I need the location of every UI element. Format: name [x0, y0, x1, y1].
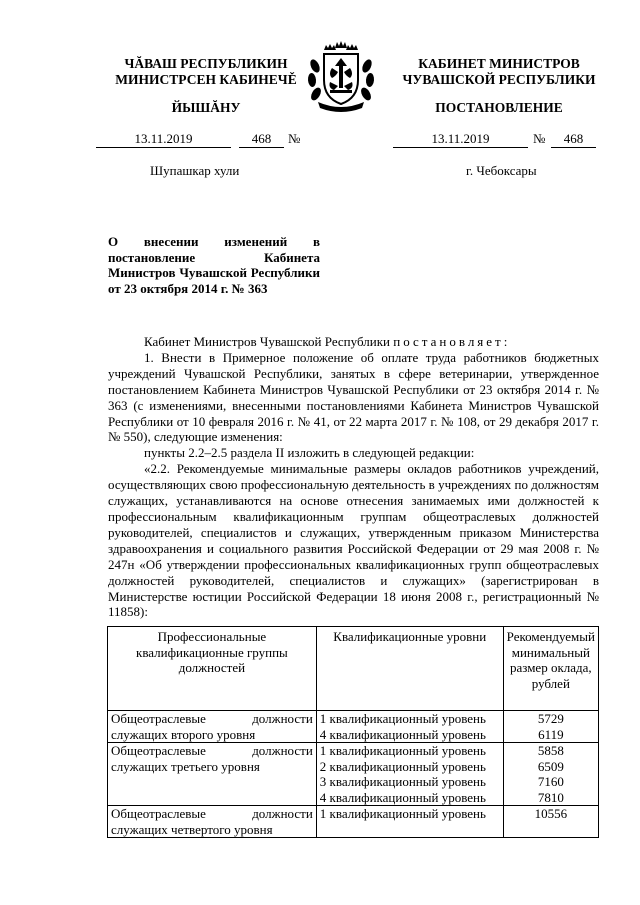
value-item: 7160 [537, 774, 564, 789]
levels-cell [316, 711, 503, 743]
left-number-sign: № [288, 131, 301, 146]
paragraph-1: 1. Внести в Примерное положение об оплате труда работников бюджетных учреждений Чувашской Республики, занятых в сфере ветеринарии, утвержденное постановлением Кабинета Министров Чувашской Республики от 23 октября 2014 г. № 363 (с изменениями, внесенными постановлениями Кабинета Министров Чувашской Республики от 10 февраля 2016 г. № 41, от 22 марта 2017 г. № 108, от 29 декабря 2017 г. № 550), следующие изменения: [108, 349, 599, 445]
right-number-field: 468 [551, 131, 596, 148]
right-number-sign: № [533, 131, 546, 146]
left-header-title [96, 56, 316, 88]
right-doctype: ПОСТАНОВЛЕНИЕ [435, 100, 563, 115]
left-date-line [96, 131, 326, 149]
group-cell: Общеотраслевые должности служащих третьего уровня [108, 743, 317, 806]
header-groups: Профессиональные квалификационные группы должностей [108, 627, 317, 711]
values-cell [503, 806, 598, 838]
right-date-field: 13.11.2019 [393, 131, 528, 148]
table-header-row [108, 627, 599, 711]
level-item: 4 квалификационный уровень [319, 726, 486, 742]
table-row [108, 743, 599, 806]
header-levels: Квалификационные уровни [316, 627, 503, 711]
level-item: 1 квалификационный уровень [319, 806, 486, 821]
intro-prefix: Кабинет Министров Чувашской Республики [144, 334, 390, 349]
group-cell: Общеотраслевые должности служащих второго уровня [108, 711, 317, 743]
salary-table [107, 626, 599, 838]
value-item: 7810 [537, 789, 564, 805]
values-cell [503, 743, 598, 806]
left-date-field: 13.11.2019 [96, 131, 231, 148]
chuvash-emblem-icon [302, 36, 380, 112]
document-subject: О внесении изменений в постановление Кабинета Министров Чувашской Республики от 23 октября 2014 г. № 363 [108, 234, 320, 296]
values-cell [503, 711, 598, 743]
left-doctype: ЙЫШĂНУ [171, 100, 241, 115]
right-date-line [393, 131, 603, 149]
level-item: 1 квалификационный уровень [319, 711, 486, 726]
level-item: 4 квалификационный уровень [319, 789, 486, 805]
paragraph-3: «2.2. Рекомендуемые минимальные размеры окладов работников учреждений, осуществляющих свою профессиональную деятельность в учреждениях по должностям служащих, устанавливаются на основе отнесения занимаемых ими должностей к профессиональным квалификационным группам общеотраслевых должностей руководителей, специалистов и служащих, утвержденным приказом Министерства здравоохранения и социального развития Российской Федерации от 29 мая 2008 г. № 247н «Об утверждении профессиональных квалификационных групп общеотраслевых должностей руководителей, специалистов и служащих» (зарегистрирован в Министерстве юстиции Российской Федерации 18 июня 2008 г., регистрационный № 11858): [108, 461, 599, 620]
level-item: 3 квалификационный уровень [319, 774, 486, 789]
left-title-line-2: МИНИСТРСЕН КАБИНЕЧĚ [115, 72, 297, 87]
level-item: 1 квалификационный уровень [319, 743, 486, 758]
table-row [108, 711, 599, 743]
paragraph-2: пункты 2.2–2.5 раздела II изложить в следующей редакции: [144, 445, 475, 461]
table-row [108, 806, 599, 838]
value-item: 5729 [537, 711, 564, 726]
right-title-line-1: КАБИНЕТ МИНИСТРОВ [418, 56, 580, 71]
left-title-line-1: ЧĂВАШ РЕСПУБЛИКИН [124, 56, 288, 71]
intro-decree: постановляет: [393, 334, 511, 349]
levels-cell [316, 743, 503, 806]
value-item: 6509 [537, 758, 564, 774]
value-item: 10556 [534, 806, 568, 821]
header-salary: Рекомендуемый минимальный размер оклада, рублей [503, 627, 598, 711]
right-header-title [384, 56, 614, 88]
left-city: Шупашкар хули [150, 163, 240, 178]
value-item: 5858 [537, 743, 564, 758]
document-body [108, 334, 599, 620]
right-title-line-2: ЧУВАШСКОЙ РЕСПУБЛИКИ [402, 72, 596, 87]
intro-paragraph [108, 334, 599, 350]
value-item: 6119 [538, 726, 564, 742]
left-number-field: 468 [239, 131, 284, 148]
group-cell: Общеотраслевые должности служащих четвертого уровня [108, 806, 317, 838]
level-item: 2 квалификационный уровень [319, 758, 486, 774]
levels-cell [316, 806, 503, 838]
right-city: г. Чебоксары [466, 163, 537, 178]
